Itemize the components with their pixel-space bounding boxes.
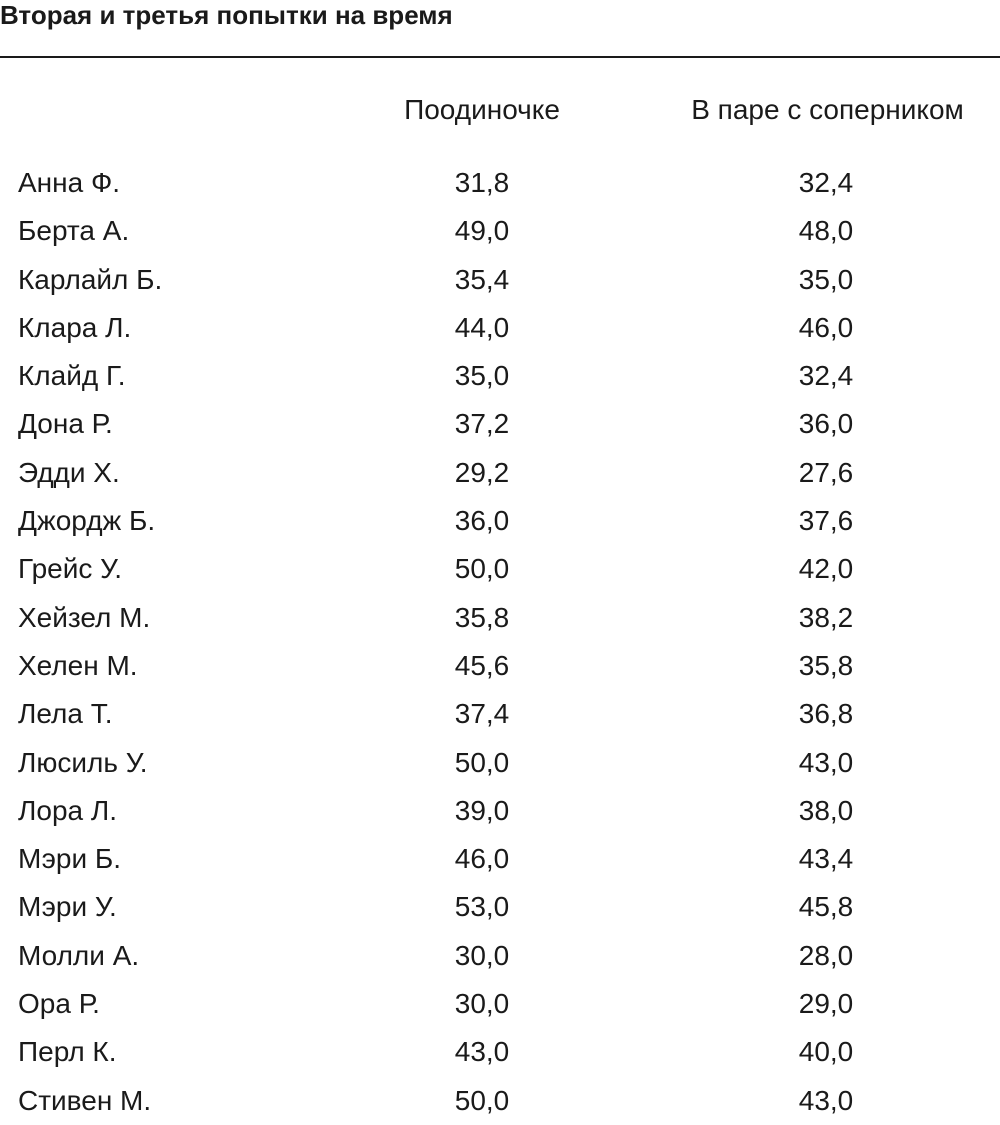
participant-name: Хелен М.: [18, 649, 138, 681]
time-pair: 43,4: [798, 843, 854, 875]
table-row: [0, 1028, 1000, 1076]
participant-name: Клайд Г.: [18, 360, 126, 392]
time-single: 46,0: [454, 843, 510, 875]
time-single: 36,0: [454, 505, 510, 537]
title-divider: [0, 56, 1000, 58]
table-row: [0, 352, 1000, 400]
table-row: [0, 497, 1000, 545]
time-pair: 32,4: [798, 167, 854, 198]
table-row: [0, 545, 1000, 593]
participant-name: Грейс У.: [18, 553, 123, 585]
time-pair: 29,0: [798, 988, 854, 1020]
time-single: 29,2: [454, 456, 510, 488]
table-row: [0, 835, 1000, 883]
time-pair: 38,0: [798, 794, 854, 826]
time-single: 35,4: [454, 263, 510, 295]
participant-name: Лела Т.: [18, 698, 113, 730]
time-pair: 45,8: [798, 891, 854, 923]
participant-name: Люсиль У.: [18, 746, 148, 778]
table-row: [0, 642, 1000, 690]
column-header-pair: В паре с соперником: [691, 94, 964, 125]
participant-name: Джордж Б.: [18, 505, 156, 537]
table-row: [0, 739, 1000, 787]
time-single: 49,0: [454, 215, 510, 247]
participant-name: Ора Р.: [18, 988, 100, 1020]
time-single: 30,0: [454, 939, 510, 971]
time-single: 50,0: [454, 553, 510, 585]
table-row: [0, 883, 1000, 931]
time-single: 37,2: [454, 408, 510, 440]
column-header-single: Поодиночке: [404, 94, 560, 125]
table-row: [0, 932, 1000, 980]
time-single: 30,0: [454, 988, 510, 1020]
time-pair: 36,0: [798, 408, 854, 440]
table-row: [0, 304, 1000, 352]
table-row: [0, 400, 1000, 448]
participant-name: Карлайл Б.: [18, 263, 163, 295]
time-single: 45,6: [454, 649, 510, 681]
time-single: 50,0: [454, 746, 510, 778]
participant-name: Берта А.: [18, 215, 130, 247]
time-single: 31,8: [454, 167, 510, 198]
time-single: 44,0: [454, 311, 510, 343]
time-pair: 35,0: [798, 263, 854, 295]
participant-name: Перл К.: [18, 1036, 117, 1068]
participant-name: Мэри Б.: [18, 843, 122, 875]
table-title: Вторая и третья попытки на время: [0, 0, 453, 30]
time-single: 50,0: [454, 1084, 510, 1116]
time-pair: 43,0: [798, 1084, 854, 1116]
table-row: [0, 207, 1000, 255]
table-row: [0, 159, 1000, 207]
table-row: [0, 1077, 1000, 1125]
time-pair: 28,0: [798, 939, 854, 971]
time-single: 35,0: [454, 360, 510, 392]
time-single: 37,4: [454, 698, 510, 730]
participant-name: Эдди Х.: [18, 456, 120, 488]
time-single: 43,0: [454, 1036, 510, 1068]
table-row: [0, 594, 1000, 642]
time-pair: 36,8: [798, 698, 854, 730]
participant-name: Мэри У.: [18, 891, 117, 923]
time-single: 35,8: [454, 601, 510, 633]
time-pair: 40,0: [798, 1036, 854, 1068]
table-row: [0, 256, 1000, 304]
time-single: 39,0: [454, 794, 510, 826]
participant-name: Дона Р.: [18, 408, 113, 440]
participant-name: Клара Л.: [18, 311, 132, 343]
participant-name: Анна Ф.: [18, 167, 121, 198]
time-pair: 38,2: [798, 601, 854, 633]
participant-name: Лора Л.: [18, 794, 118, 826]
time-pair: 46,0: [798, 311, 854, 343]
table-row: [0, 449, 1000, 497]
time-pair: 32,4: [798, 360, 854, 392]
table-body: [0, 159, 1000, 1125]
time-pair: 48,0: [798, 215, 854, 247]
participant-name: Хейзел М.: [18, 601, 151, 633]
table-row: [0, 690, 1000, 738]
participant-name: Стивен М.: [18, 1084, 152, 1116]
time-pair: 27,6: [798, 456, 854, 488]
time-pair: 43,0: [798, 746, 854, 778]
time-single: 53,0: [454, 891, 510, 923]
time-pair: 35,8: [798, 649, 854, 681]
participant-name: Молли А.: [18, 939, 140, 971]
table-row: [0, 980, 1000, 1028]
time-pair: 42,0: [798, 553, 854, 585]
table-row: [0, 787, 1000, 835]
time-pair: 37,6: [798, 505, 854, 537]
